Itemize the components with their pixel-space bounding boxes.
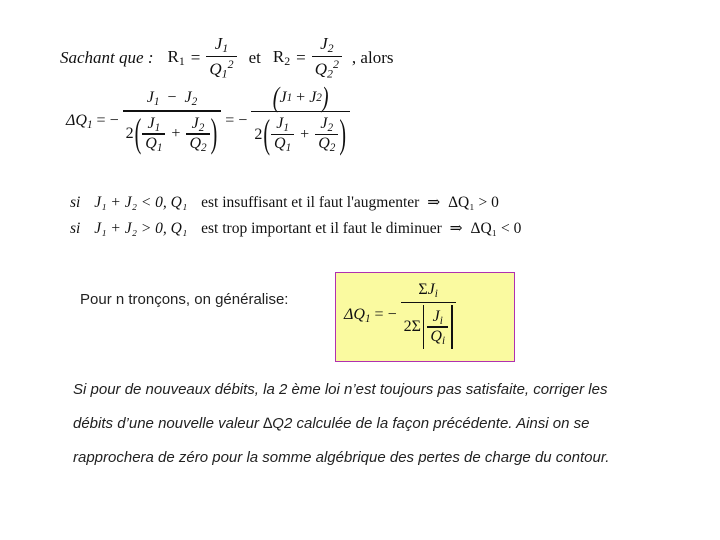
et-word: et — [248, 47, 261, 67]
condition-expression: J₁ + J₂ > 0, Q₁ — [94, 220, 188, 237]
r2-symbol: $R_2$ — [272, 46, 291, 68]
condition-text: est insuffisant et il faut l'augmenter — [201, 194, 420, 211]
sachant-line: Sachant que : $R_1$ = $\frac{J_1}{Q_1^2}$ et $R_2$ = $\frac{J_2}{Q_2^2}$ , alors — [60, 34, 394, 81]
si-word: si — [70, 194, 81, 211]
r1-fraction: $\frac{J_1}{Q_1^2}$ — [206, 34, 236, 82]
general-formula-box: $\Delta Q_1$ = − $\Sigma J_i$ 2Σ $\frac{J_i}{Q_i}$ — [335, 272, 515, 362]
condition-line-2 — [70, 219, 521, 238]
si-word: si — [70, 220, 81, 237]
condition-result: ΔQ₁ < 0 — [470, 220, 522, 237]
condition-result: ΔQ₁ > 0 — [448, 194, 499, 211]
first-fraction: $J_1 - J_2$ 2 ( $\frac{J_1}{Q_1}$ + $\frac{J_2}{Q_2}$ ) — [123, 89, 222, 154]
equals-sign: = — [190, 47, 201, 67]
r2-fraction: $\frac{J_2}{Q_2^2}$ — [312, 34, 342, 82]
implies-arrow-icon: ⇒ — [449, 220, 463, 237]
condition-line-1 — [70, 193, 499, 212]
general-fraction: $\Sigma J_i$ 2Σ $\frac{J_i}{Q_i}$ — [401, 281, 456, 349]
delta-q1-symbol: $\Delta Q_1$ — [66, 111, 93, 131]
second-fraction: ( J 1 + J 2 ) 2 ( $\frac{J_1}{Q_1}$ + $\frac{J_2}{Q_2}$ ) — [251, 88, 350, 154]
generalise-label: Pour n tronçons, on généralise: — [80, 291, 289, 308]
delta-q-formula: $\Delta Q_1$ = − $J_1 - J_2$ 2 ( $\frac{J_1}{Q_1}$ + $\frac{J_2}{Q_2}$ ) = − ( J 1 + J 2 ) 2 ( $\frac{J_1}{Q_1}$ + $\frac{J_2}{Q_2}$ ) — [66, 88, 350, 154]
implies-arrow-icon: ⇒ — [427, 194, 441, 211]
condition-expression: J₁ + J₂ < 0, Q₁ — [94, 194, 188, 211]
condition-text: est trop important et il faut le diminuer — [201, 220, 442, 237]
r1-symbol: $R_1$ — [167, 46, 185, 68]
paragraph-line-3: rapprochera de zéro pour la somme algébrique des pertes de charge du contour. — [73, 449, 610, 466]
alors-word: , alors — [351, 47, 394, 67]
general-lhs: $\Delta Q_1$ — [344, 305, 371, 325]
paragraph-line-2: débits d’une nouvelle valeur ∆Q2 calculée de la façon précédente. Ainsi on se — [73, 415, 590, 432]
paragraph-line-1: Si pour de nouveaux débits, la 2 ème loi n’est toujours pas satisfaite, corriger les — [73, 381, 608, 398]
sachant-label: Sachant que : — [60, 47, 154, 67]
